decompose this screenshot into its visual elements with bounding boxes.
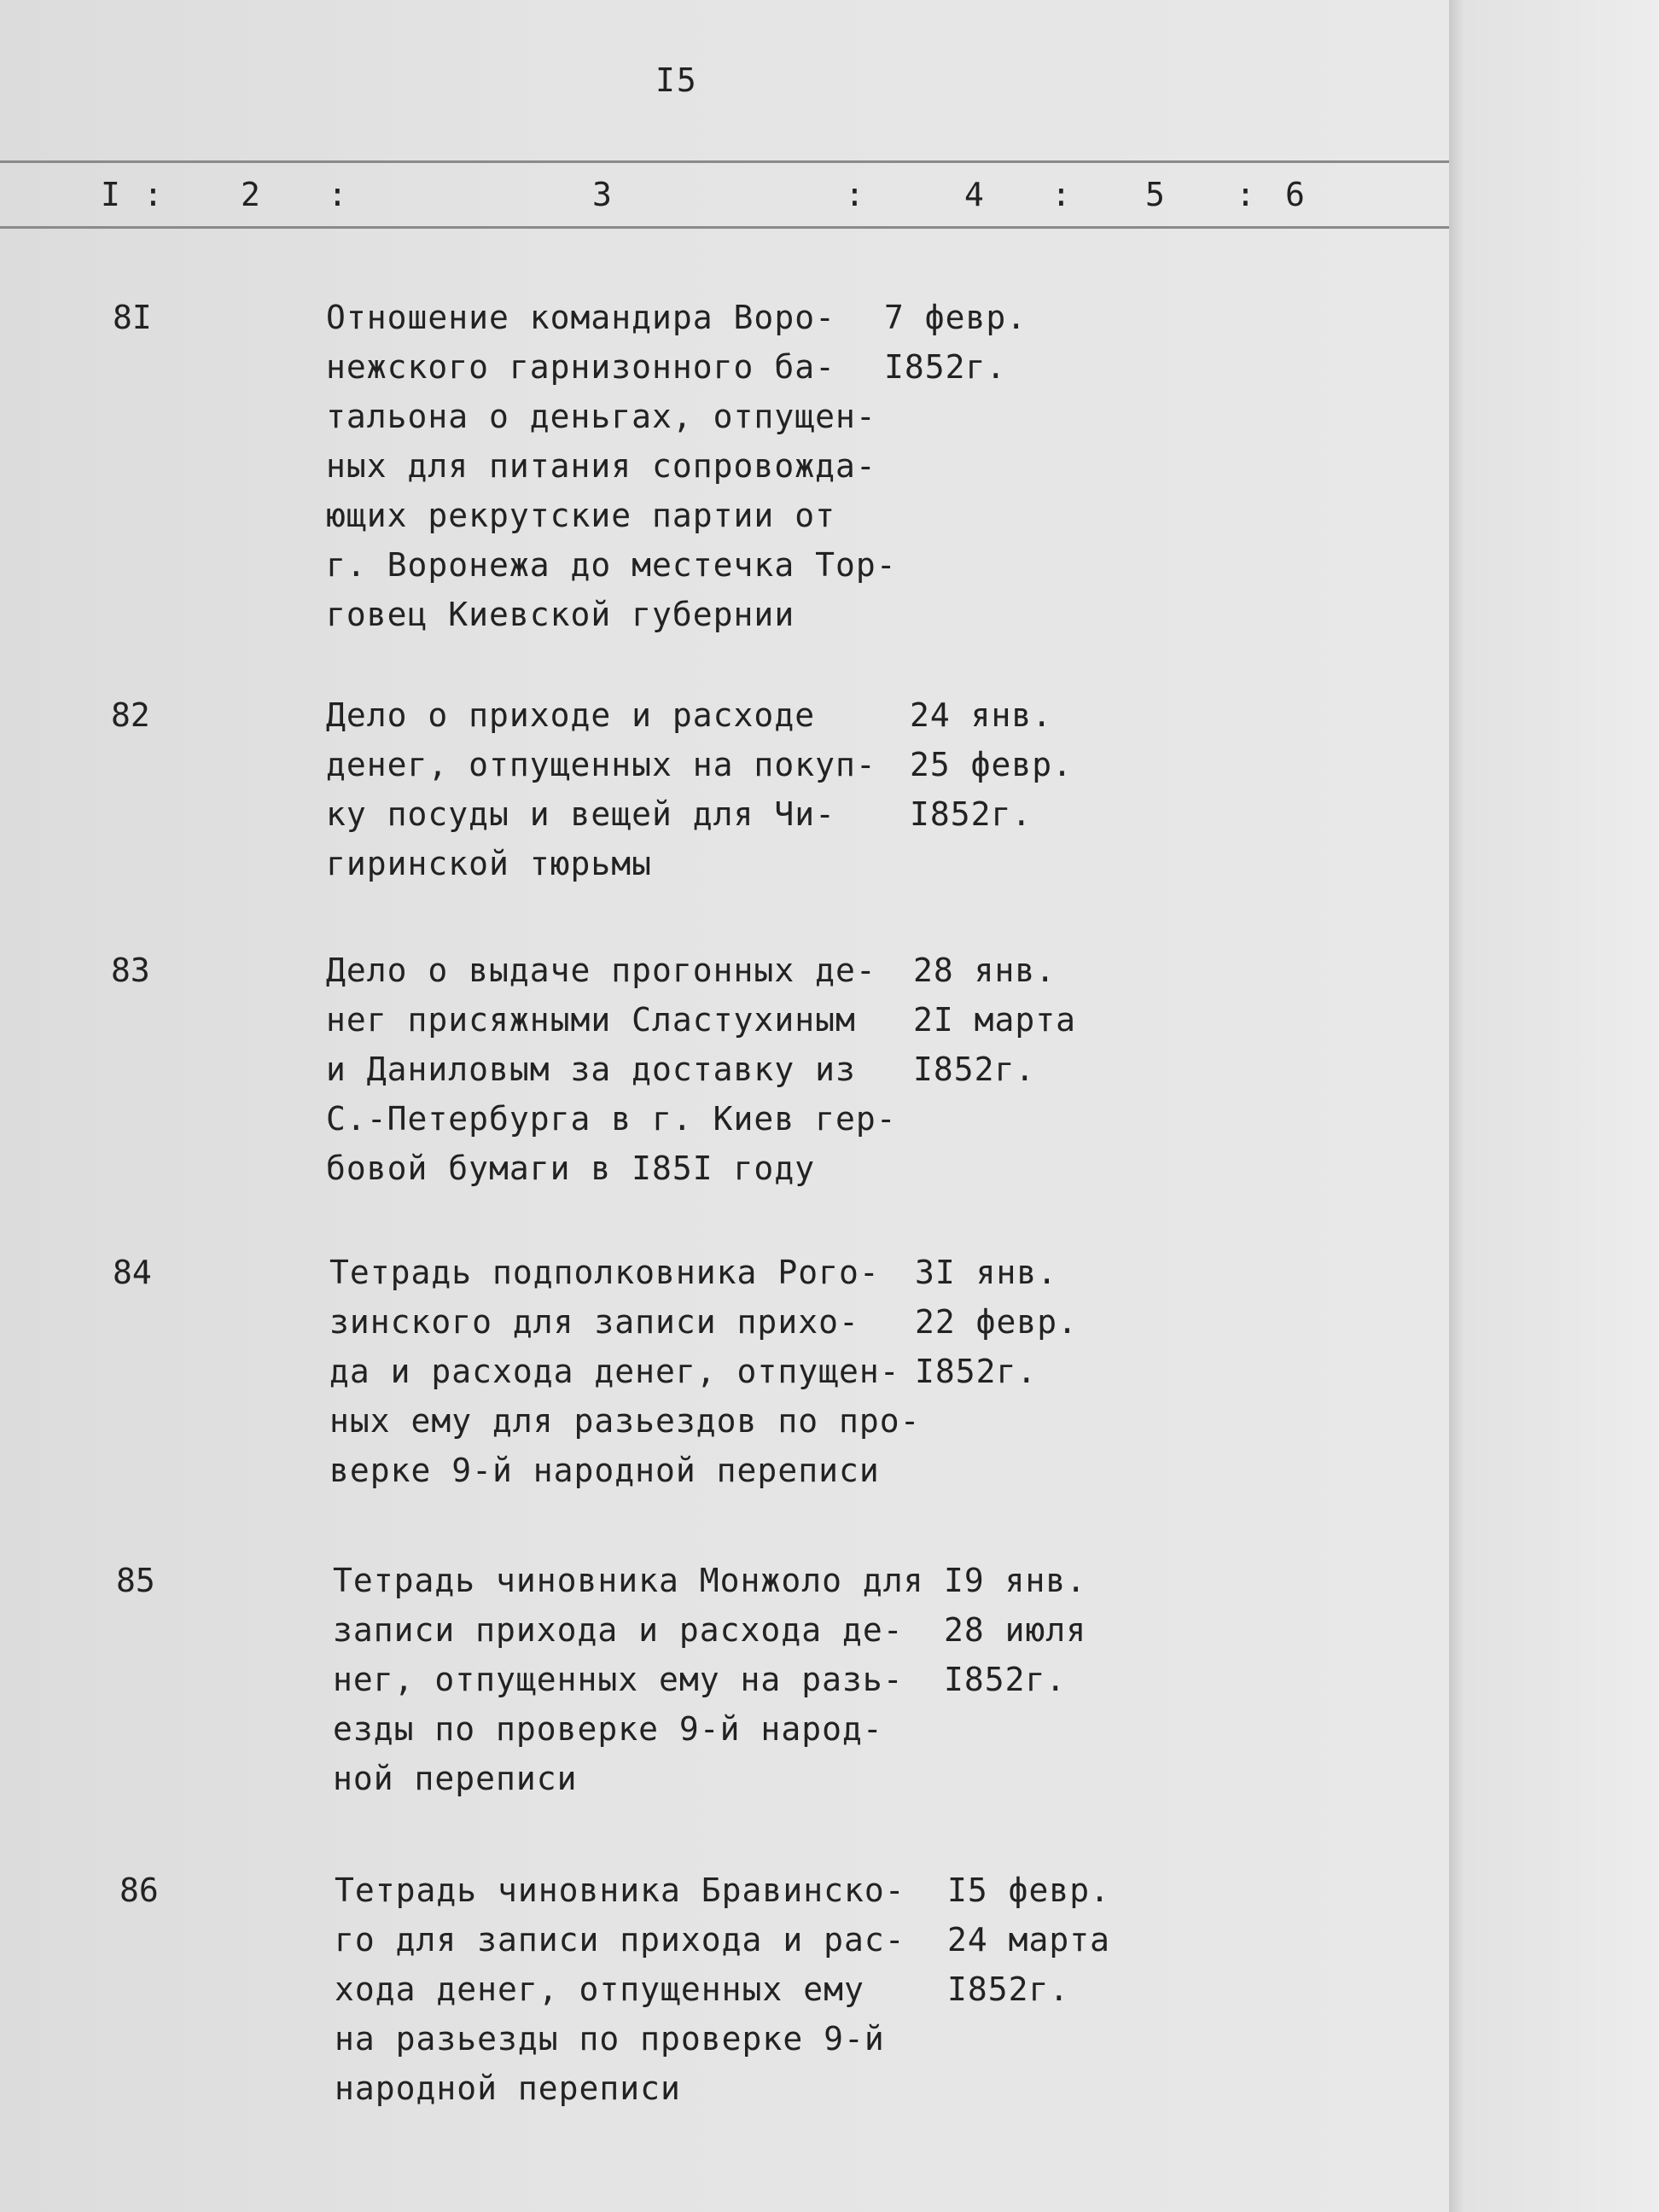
description-line: верке 9-й народной переписи — [329, 1452, 880, 1489]
description-line: Тетрадь чиновника Бравинско- — [335, 1871, 905, 1909]
header-rule-top — [0, 160, 1449, 163]
column-header-2: 2 — [241, 176, 260, 213]
column-header-5: 5 — [1145, 176, 1165, 213]
entry-description — [333, 1556, 930, 1803]
column-header-6: 6 — [1285, 176, 1305, 213]
column-separator-4: : — [1051, 176, 1071, 213]
date-line: 3I янв. — [915, 1254, 1058, 1291]
description-line: ных для питания сопровожда- — [326, 447, 876, 485]
date-line: 24 марта — [947, 1921, 1111, 1959]
description-line: г. Воронежа до местечка Тор- — [326, 546, 897, 584]
column-separator-3: : — [845, 176, 864, 213]
column-header-3: 3 — [592, 176, 612, 213]
entry-number: 86 — [119, 1871, 159, 1909]
description-line: гиринской тюрьмы — [326, 845, 653, 882]
description-line: денег, отпущенных на покуп- — [326, 746, 876, 783]
date-line: 28 июля — [944, 1611, 1087, 1649]
description-line: записи прихода и расхода де- — [333, 1611, 904, 1649]
column-separator-2: : — [328, 176, 347, 213]
entry-dates — [947, 1866, 1169, 2014]
column-header-1: I — [101, 176, 120, 213]
description-line: зинского для записи прихо- — [329, 1303, 859, 1341]
entry-description — [329, 1248, 927, 1495]
description-line: Отношение командира Воро- — [326, 299, 835, 336]
entry-number: 85 — [116, 1562, 155, 1599]
description-line: народной переписи — [335, 2069, 681, 2107]
date-line: 2I марта — [913, 1001, 1077, 1039]
description-line: нежского гарнизонного ба- — [326, 348, 835, 386]
description-line: Тетрадь подполковника Рого- — [329, 1254, 880, 1291]
description-line: нег присяжными Сластухиным — [326, 1001, 856, 1039]
entry-dates — [884, 293, 1106, 392]
description-line: ющих рекрутские партии от — [326, 497, 835, 534]
description-line: Тетрадь чиновника Монжоло для — [333, 1562, 924, 1599]
entry-number: 83 — [111, 952, 150, 989]
description-line: бовой бумаги в I85I году — [326, 1150, 816, 1187]
description-line: хода денег, отпущенных ему — [335, 1970, 864, 2008]
description-line: го для записи прихода и рас- — [335, 1921, 905, 1959]
column-header-4: 4 — [964, 176, 984, 213]
description-line: ку посуды и вещей для Чи- — [326, 795, 835, 833]
page-number: I5 — [655, 61, 698, 99]
date-line: 25 февр. — [910, 746, 1074, 783]
date-line: I852г. — [913, 1051, 1036, 1088]
entry-number: 8I — [113, 299, 152, 336]
date-line: I852г. — [947, 1970, 1070, 2008]
description-line: нег, отпущенных ему на разь- — [333, 1661, 904, 1698]
date-line: 7 февр. — [884, 299, 1027, 336]
description-line: езды по проверке 9-й народ- — [333, 1710, 883, 1748]
date-line: 28 янв. — [913, 952, 1057, 989]
entry-dates — [910, 690, 1132, 839]
date-line: I5 февр. — [947, 1871, 1111, 1909]
header-rule-bottom — [0, 226, 1449, 229]
date-line: I9 янв. — [944, 1562, 1087, 1599]
description-line: на разьезды по проверке 9-й — [335, 2020, 885, 2058]
date-line: I852г. — [915, 1353, 1038, 1390]
description-line: тальона о деньгах, отпущен- — [326, 398, 876, 435]
entry-description — [326, 946, 923, 1193]
background-surface — [1449, 0, 1659, 2212]
entry-description — [326, 690, 923, 888]
entry-description — [326, 293, 923, 639]
description-line: Дело о приходе и расходе — [326, 696, 816, 734]
date-line: I852г. — [910, 795, 1033, 833]
description-line: и Даниловым за доставку из — [326, 1051, 856, 1088]
column-separator-5: : — [1236, 176, 1255, 213]
description-line: да и расхода денег, отпущен- — [329, 1353, 900, 1390]
entry-dates — [944, 1556, 1166, 1704]
date-line: 24 янв. — [910, 696, 1053, 734]
description-line: ных ему для разьездов по про- — [329, 1402, 921, 1440]
entry-dates — [913, 946, 1135, 1094]
date-line: 22 февр. — [915, 1303, 1079, 1341]
column-separator-1: : — [143, 176, 163, 213]
description-line: С.-Петербурга в г. Киев гер- — [326, 1100, 897, 1138]
entry-description — [335, 1866, 932, 2113]
description-line: Дело о выдаче прогонных де- — [326, 952, 876, 989]
description-line: ной переписи — [333, 1760, 578, 1797]
entry-number: 84 — [113, 1254, 152, 1291]
description-line: говец Киевской губернии — [326, 596, 795, 633]
date-line: I852г. — [884, 348, 1007, 386]
entry-dates — [915, 1248, 1137, 1396]
entry-number: 82 — [111, 696, 150, 734]
date-line: I852г. — [944, 1661, 1067, 1698]
